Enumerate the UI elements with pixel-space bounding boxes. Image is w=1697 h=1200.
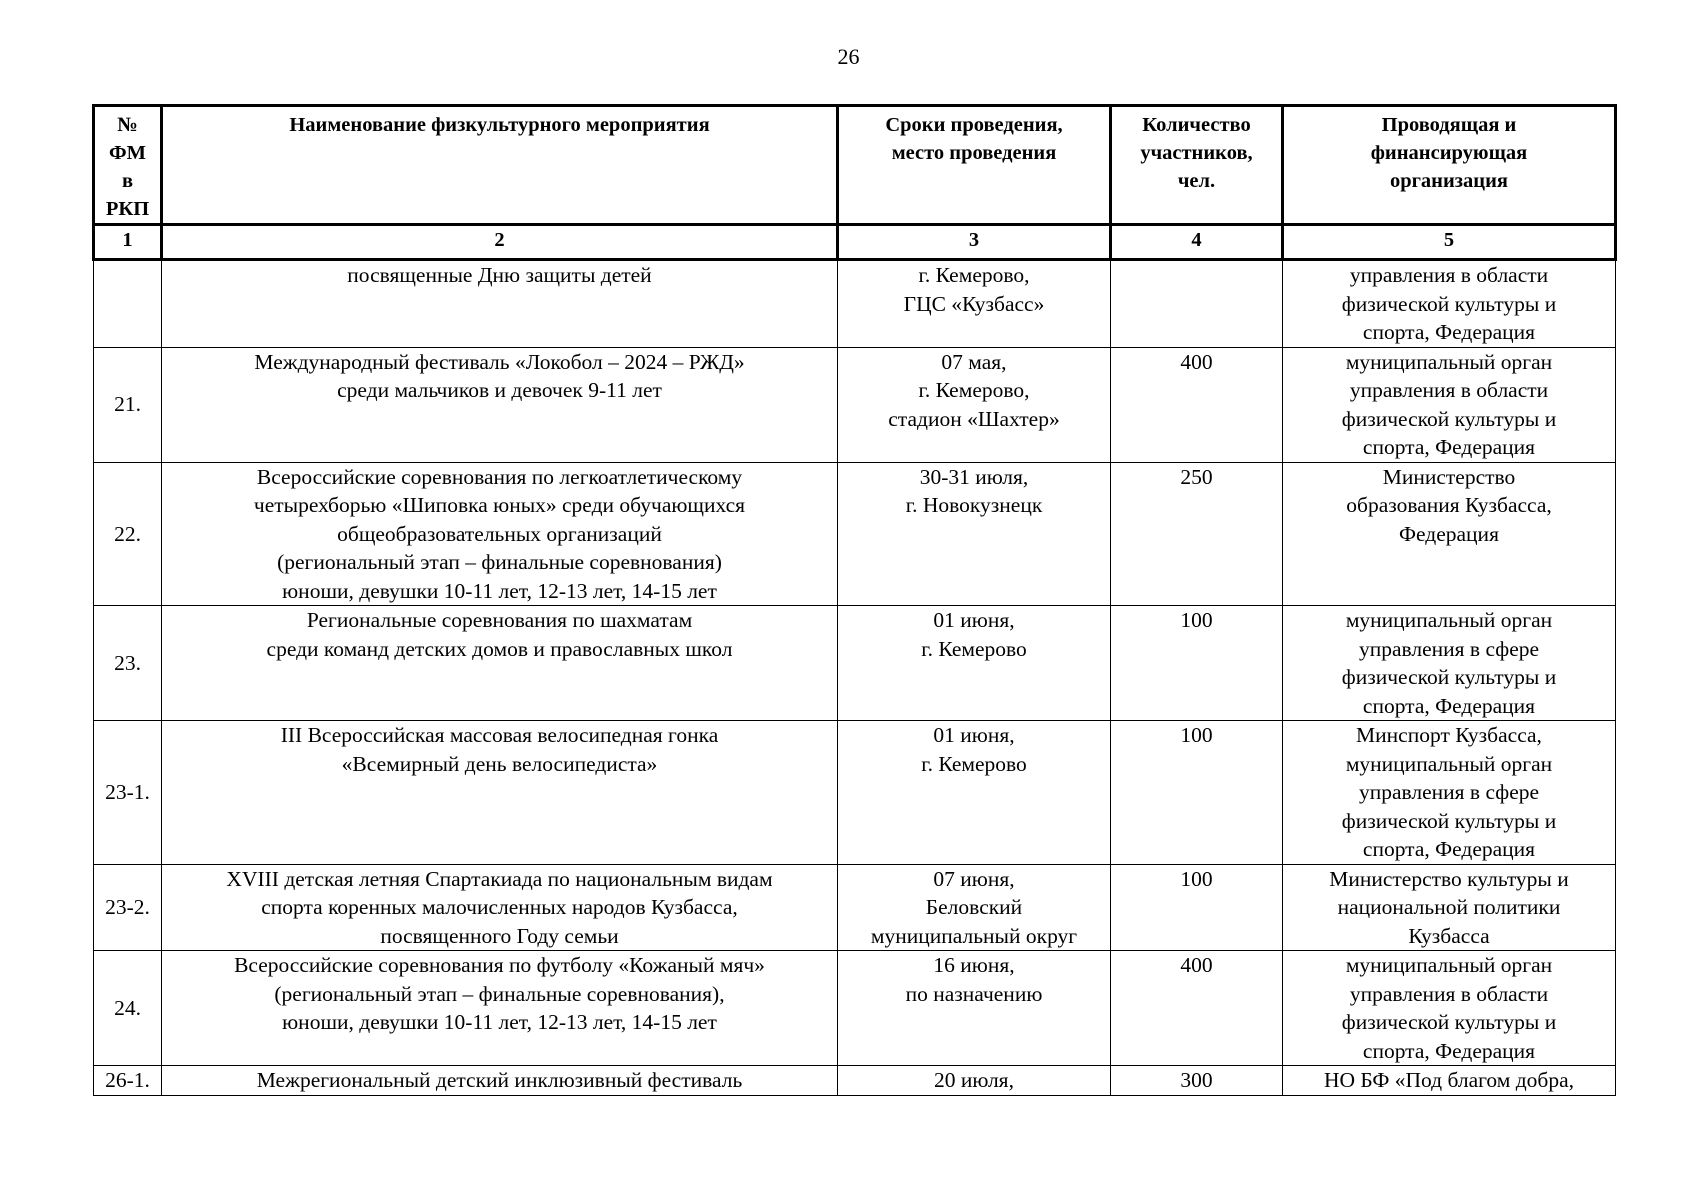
column-number: 1 bbox=[94, 225, 162, 260]
events-table bbox=[92, 104, 1617, 1096]
event-name: Региональные соревнования по шахматам среди команд детских домов и православных школ bbox=[162, 606, 838, 721]
header-organization: Проводящая и финансирующая организация bbox=[1283, 106, 1616, 225]
header-number: № ФМ в РКП bbox=[94, 106, 162, 225]
event-date-place: 07 июня, Беловский муниципальный округ bbox=[838, 864, 1111, 951]
event-participants: 400 bbox=[1111, 951, 1283, 1066]
column-number: 5 bbox=[1283, 225, 1616, 260]
event-participants: 250 bbox=[1111, 462, 1283, 606]
table-row bbox=[94, 462, 1616, 606]
event-participants: 100 bbox=[1111, 606, 1283, 721]
event-name: Межрегиональный детский инклюзивный фестиваль bbox=[162, 1066, 838, 1096]
row-number: 21. bbox=[94, 347, 162, 462]
event-name: III Всероссийская массовая велосипедная гонка «Всемирный день велосипедиста» bbox=[162, 721, 838, 865]
table-header bbox=[94, 106, 1616, 260]
event-name: XVIII детская летняя Спартакиада по национальным видам спорта коренных малочисленных народов Кузбасса, посвященного Году семьи bbox=[162, 864, 838, 951]
event-date-place: г. Кемерово, ГЦС «Кузбасс» bbox=[838, 260, 1111, 348]
column-number-row bbox=[94, 225, 1616, 260]
column-number: 4 bbox=[1111, 225, 1283, 260]
event-organization: НО БФ «Под благом добра, bbox=[1283, 1066, 1616, 1096]
row-number: 23. bbox=[94, 606, 162, 721]
event-organization: муниципальный орган управления в сфере физической культуры и спорта, Федерация bbox=[1283, 606, 1616, 721]
header-event-name: Наименование физкультурного мероприятия bbox=[162, 106, 838, 225]
header-participants: Количество участников, чел. bbox=[1111, 106, 1283, 225]
row-number: 24. bbox=[94, 951, 162, 1066]
row-number bbox=[94, 260, 162, 348]
event-name: Всероссийские соревнования по легкоатлетическому четырехборью «Шиповка юных» среди обучающихся общеобразовательных организаций (региональный этап – финальные соревнования) юноши, девушки 10-11 лет, 12-13 лет, 14-15 лет bbox=[162, 462, 838, 606]
table-row bbox=[94, 864, 1616, 951]
event-organization: муниципальный орган управления в области физической культуры и спорта, Федерация bbox=[1283, 951, 1616, 1066]
event-name: Всероссийские соревнования по футболу «Кожаный мяч» (региональный этап – финальные соревнования), юноши, девушки 10-11 лет, 12-13 лет, 14-15 лет bbox=[162, 951, 838, 1066]
event-date-place: 01 июня, г. Кемерово bbox=[838, 721, 1111, 865]
event-organization: Министерство культуры и национальной политики Кузбасса bbox=[1283, 864, 1616, 951]
event-participants: 300 bbox=[1111, 1066, 1283, 1096]
event-organization: муниципальный орган управления в области физической культуры и спорта, Федерация bbox=[1283, 347, 1616, 462]
table-row bbox=[94, 260, 1616, 348]
column-number: 2 bbox=[162, 225, 838, 260]
table-row bbox=[94, 951, 1616, 1066]
event-date-place: 30-31 июля, г. Новокузнецк bbox=[838, 462, 1111, 606]
header-row bbox=[94, 106, 1616, 225]
event-name: посвященные Дню защиты детей bbox=[162, 260, 838, 348]
event-organization: управления в области физической культуры и спорта, Федерация bbox=[1283, 260, 1616, 348]
table-row bbox=[94, 1066, 1616, 1096]
event-date-place: 01 июня, г. Кемерово bbox=[838, 606, 1111, 721]
event-organization: Министерство образования Кузбасса, Федерация bbox=[1283, 462, 1616, 606]
event-participants: 100 bbox=[1111, 721, 1283, 865]
table-row bbox=[94, 606, 1616, 721]
page-number: 26 bbox=[837, 44, 860, 69]
event-participants: 100 bbox=[1111, 864, 1283, 951]
column-number: 3 bbox=[838, 225, 1111, 260]
header-date-place: Сроки проведения, место проведения bbox=[838, 106, 1111, 225]
row-number: 23-1. bbox=[94, 721, 162, 865]
event-organization: Минспорт Кузбасса, муниципальный орган управления в сфере физической культуры и спорта, Федерация bbox=[1283, 721, 1616, 865]
row-number: 26-1. bbox=[94, 1066, 162, 1096]
event-date-place: 20 июля, bbox=[838, 1066, 1111, 1096]
row-number: 23-2. bbox=[94, 864, 162, 951]
event-participants bbox=[1111, 260, 1283, 348]
row-number: 22. bbox=[94, 462, 162, 606]
table-row bbox=[94, 347, 1616, 462]
event-date-place: 16 июня, по назначению bbox=[838, 951, 1111, 1066]
table-row bbox=[94, 721, 1616, 865]
event-participants: 400 bbox=[1111, 347, 1283, 462]
event-date-place: 07 мая, г. Кемерово, стадион «Шахтер» bbox=[838, 347, 1111, 462]
event-name: Международный фестиваль «Локобол – 2024 – РЖД» среди мальчиков и девочек 9-11 лет bbox=[162, 347, 838, 462]
